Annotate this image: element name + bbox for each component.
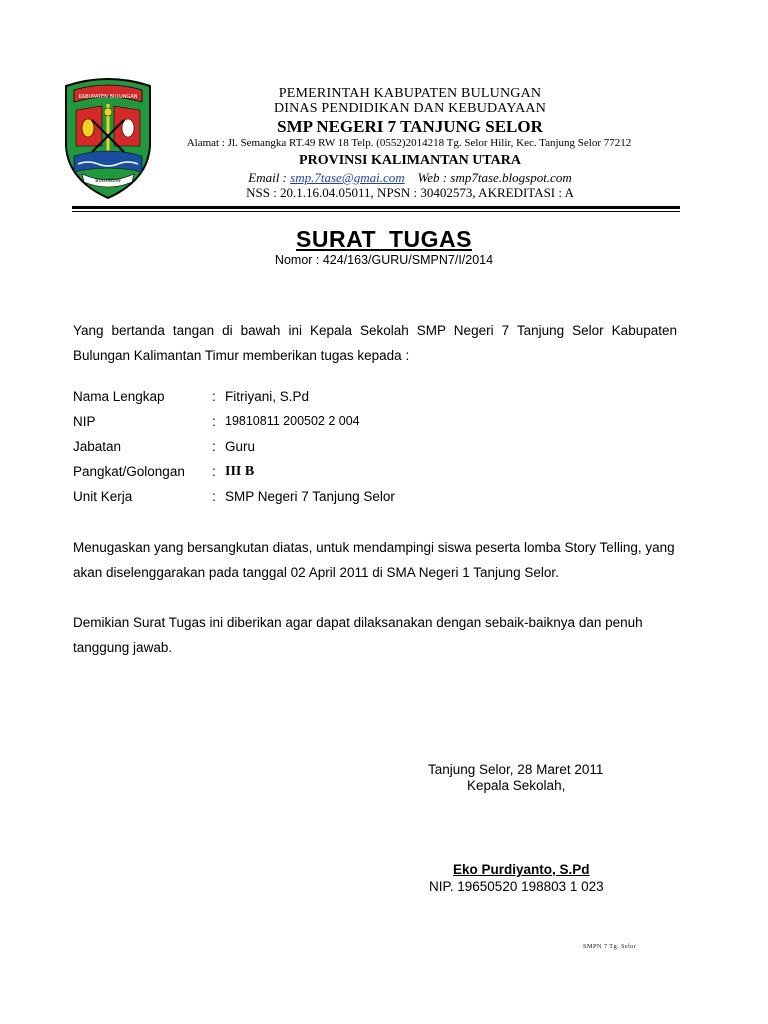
field-row-work-unit (73, 484, 677, 509)
field-label: Nama Lengkap (73, 389, 165, 404)
document-title: SURAT TUGAS (296, 226, 472, 252)
field-colon: : (212, 414, 216, 429)
letterhead-divider-thin (72, 211, 680, 212)
government-name: PEMERINTAH KABUPATEN BULUNGAN (278, 86, 542, 101)
signature-place-date: Tanjung Selor, 28 Maret 2011 (428, 762, 604, 777)
signature-role: Kepala Sekolah, (467, 778, 566, 793)
field-value: Fitriyani, S.Pd (225, 389, 310, 404)
document-number: Nomor : 424/163/GURU/SMPN7/I/2014 (274, 253, 494, 267)
assignee-details (73, 384, 677, 509)
web-address: Web : smp7tase.blogspot.com (417, 170, 572, 185)
field-label: Jabatan (73, 439, 122, 454)
province-name: PROVINSI KALIMANTAN UTARA (299, 153, 521, 168)
field-row-nip (73, 409, 677, 434)
field-colon: : (212, 489, 216, 504)
intro-paragraph: Yang bertanda tangan di bawah ini Kepala Sekolah SMP Negeri 7 Tanjung Selor Kabupaten Bulungan Kalimantan Timur memberikan tugas kepada : (73, 323, 677, 363)
field-row-name (73, 384, 677, 409)
task-paragraph: Menugaskan yang bersangkutan diatas, untuk mendampingi siswa peserta lomba Story Telling, yang akan diselenggarakan pada tanggal 02 April 2011 di SMA Negeri 1 Tanjung Selor. (73, 540, 675, 580)
field-row-position (73, 434, 677, 459)
emblem-top-text: KABUPATEN BULUNGAN (78, 94, 138, 100)
school-identifiers: NSS : 20.1.16.04.05011, NPSN : 30402573, AKREDITASI : A (246, 185, 574, 200)
school-address: Alamat : Jl. Semangka RT.49 RW 18 Telp. (0552)2014218 Tg. Selor Hilir, Kec. Tanjung Selor 77212 (186, 137, 632, 149)
field-value: III B (225, 464, 255, 479)
signatory-name: Eko Purdiyanto, S.Pd (453, 862, 590, 877)
emblem-bottom-text: BULUNGAN (95, 179, 121, 184)
field-value: SMP Negeri 7 Tanjung Selor (225, 489, 395, 504)
field-label: NIP (73, 414, 96, 429)
page-footer: SMPN 7 Tg. Selor (583, 943, 637, 950)
department-name: DINAS PENDIDIKAN DAN KEBUDAYAAN (273, 101, 547, 116)
signatory-nip: NIP. 19650520 198803 1 023 (429, 879, 604, 894)
field-colon: : (212, 389, 216, 404)
field-value: 19810811 200502 2 004 (225, 414, 360, 428)
email-link[interactable]: smp.7tase@gmai.com (290, 170, 405, 185)
field-label: Pangkat/Golongan (73, 464, 185, 479)
letterhead (150, 86, 670, 200)
email-label: Email : (248, 170, 291, 185)
contact-line (150, 170, 670, 185)
kabupaten-bulungan-emblem (62, 76, 154, 200)
field-colon: : (212, 439, 216, 454)
letterhead-divider-thick (72, 206, 680, 209)
field-label: Unit Kerja (73, 489, 133, 504)
field-colon: : (212, 464, 216, 479)
closing-paragraph: Demikian Surat Tugas ini diberikan agar dapat dilaksanakan dengan sebaik-baiknya dan penuh tanggung jawab. (73, 615, 643, 655)
field-row-rank (73, 459, 677, 484)
field-value: Guru (225, 439, 256, 454)
school-name: SMP NEGERI 7 TANJUNG SELOR (277, 117, 543, 136)
